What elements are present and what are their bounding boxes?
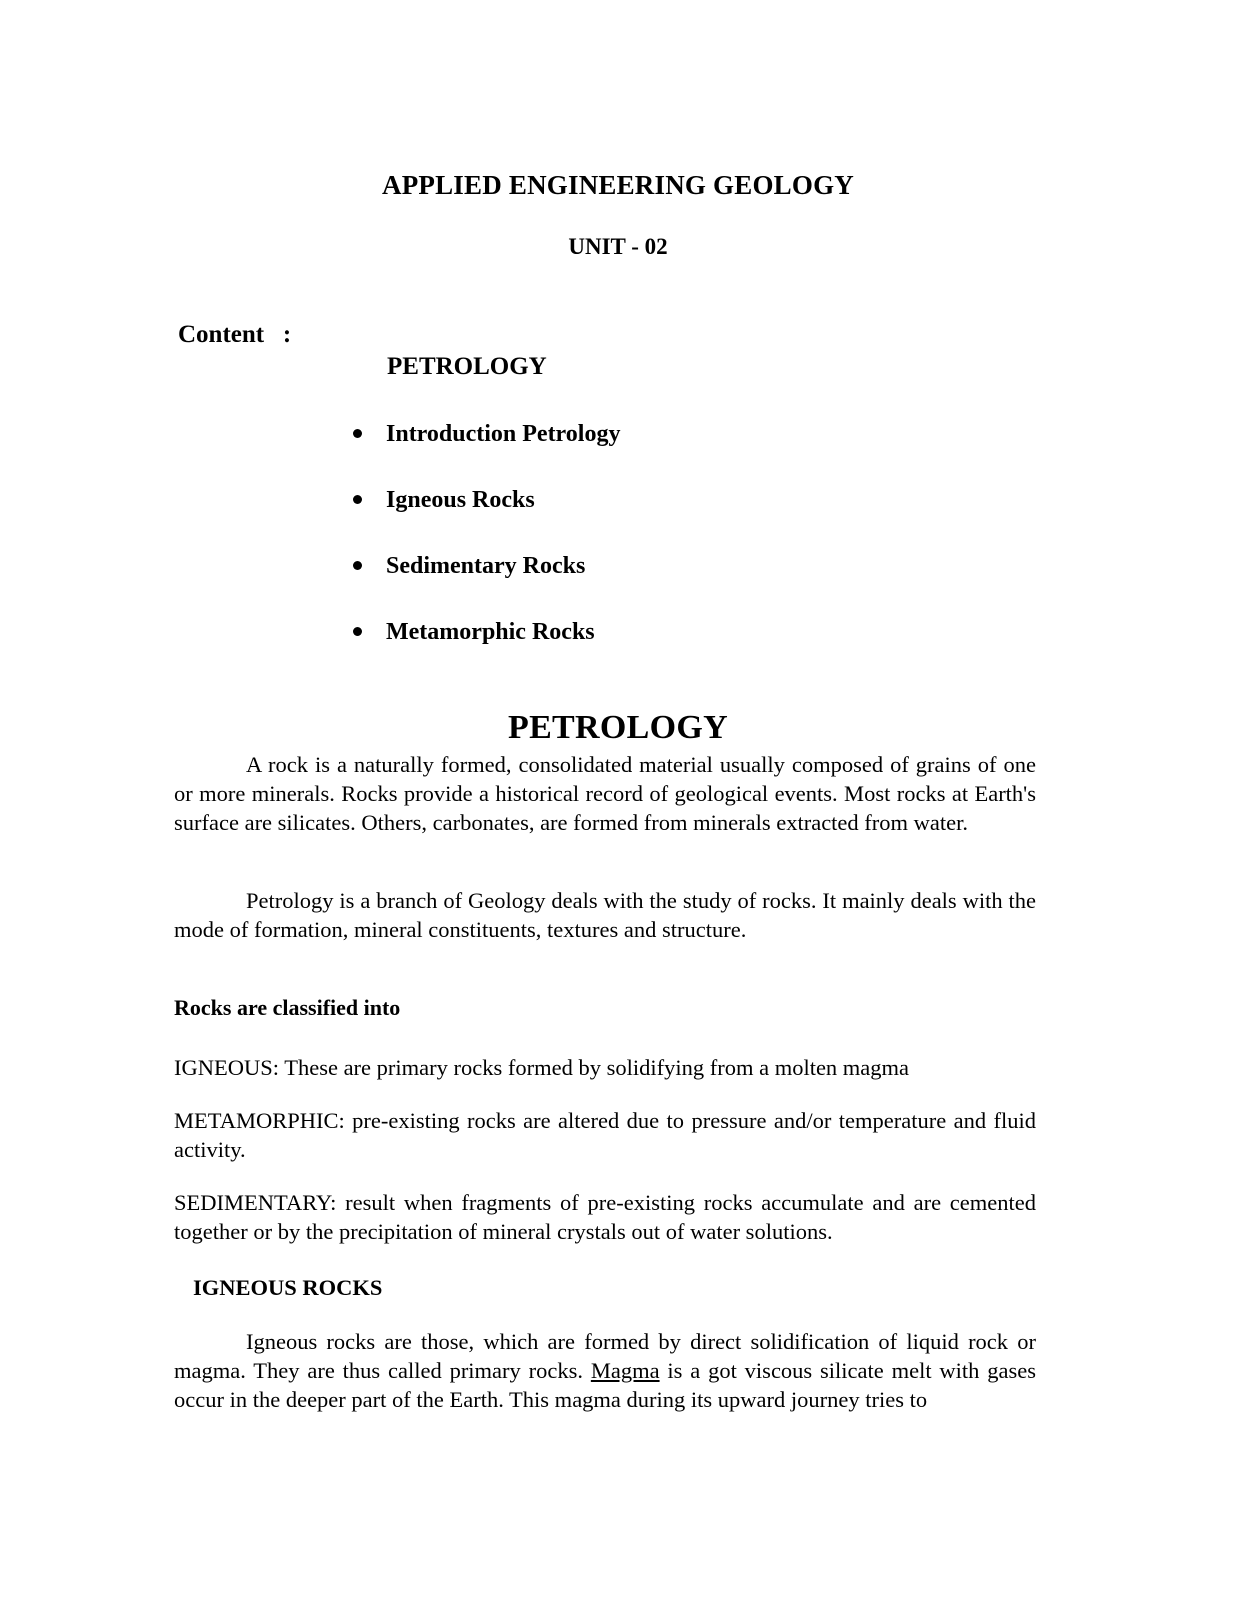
paragraph-text: A rock is a naturally formed, consolidated material usually composed of grains of one or more minerals. Rocks provide a historical record of geological events. Most rocks at Earth's surface are silicates. Others, carbonates, are formed from minerals extracted from water.: [174, 752, 1036, 835]
list-item-label: Introduction Petrology: [386, 421, 621, 447]
paragraph-text: Petrology is a branch of Geology deals with the study of rocks. It mainly deals with the mode of formation, mineral constituents, textures and structure.: [174, 888, 1036, 942]
list-item: [350, 546, 950, 612]
magma-emphasis: Magma: [590, 1358, 660, 1383]
bullet-icon: [353, 561, 362, 570]
classification-heading: Rocks are classified into: [174, 995, 401, 1020]
bullet-icon: [353, 495, 362, 504]
bullet-icon: [353, 627, 362, 636]
content-label: Content :: [178, 321, 292, 348]
paragraph-petrology-definition: [174, 886, 1036, 944]
classification-metamorphic: METAMORPHIC: pre-existing rocks are altered due to pressure and/or temperature and fluid activity.: [174, 1108, 1036, 1162]
content-section-heading: PETROLOGY: [387, 353, 547, 380]
list-item-label: Igneous Rocks: [386, 487, 535, 513]
list-item-label: Metamorphic Rocks: [386, 619, 595, 645]
igneous-rocks-heading: IGNEOUS ROCKS: [193, 1275, 383, 1300]
list-item-label: Sedimentary Rocks: [386, 553, 586, 579]
paragraph-igneous-rocks: [174, 1327, 1036, 1414]
content-bullet-list: [350, 414, 950, 678]
main-section-heading: PETROLOGY: [508, 709, 728, 746]
classification-sedimentary: SEDIMENTARY: result when fragments of pre-existing rocks accumulate and are cemented together or by the precipitation of mineral crystals out of water solutions.: [174, 1190, 1036, 1244]
bullet-icon: [353, 429, 362, 438]
document-subtitle: UNIT - 02: [568, 234, 668, 259]
classification-igneous: IGNEOUS: These are primary rocks formed by solidifying from a molten magma: [174, 1055, 910, 1080]
igneous-text-part-2: is a got viscous silicate melt with gases occur in the deeper part of the Earth. This magma during its upward journey tries to: [174, 1358, 1036, 1412]
list-item: [350, 414, 950, 480]
list-item: [350, 612, 950, 678]
igneous-text-part-1: Igneous rocks are those, which are formed by direct solidification of liquid rock or magma. They are thus called primary rocks.: [174, 1329, 1036, 1383]
paragraph-rock-definition: [174, 750, 1036, 837]
document-title: APPLIED ENGINEERING GEOLOGY: [382, 170, 854, 200]
list-item: [350, 480, 950, 546]
